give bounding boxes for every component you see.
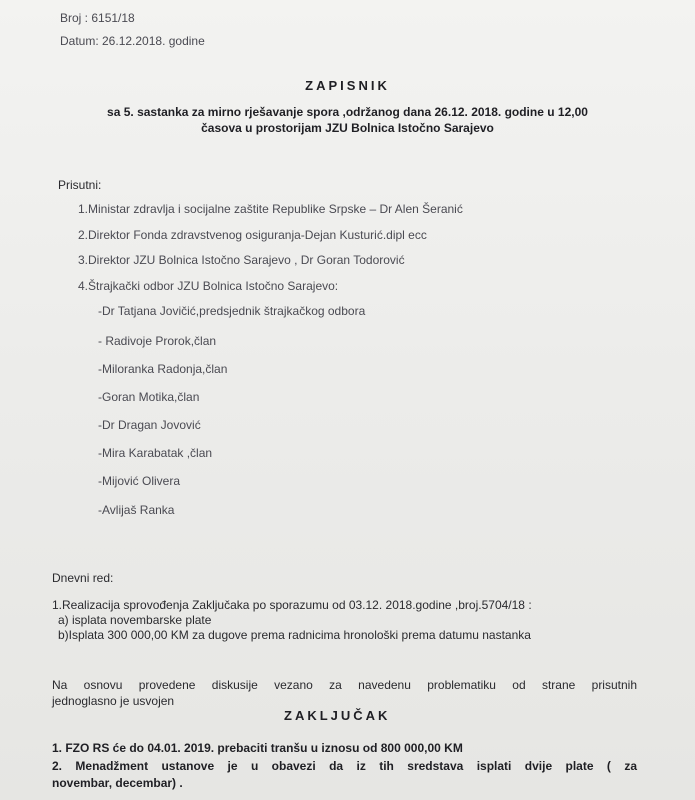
agenda-sub-a: a) isplata novembarske plate xyxy=(58,613,212,627)
subtitle-line-2: časova u prostorijam JZU Bolnica Istočno Sarajevo xyxy=(201,121,494,135)
agenda-item-1: 1.Realizacija sprovođenja Zaključaka po sporazumu od 03.12. 2018.godine ,broj.5704/18 : xyxy=(52,598,532,612)
committee-member: -Avlijaš Ranka xyxy=(98,503,175,517)
conclusion-item-1: 1. FZO RS će do 04.01. 2019. prebaciti tranšu u iznosu od 800 000,00 KM xyxy=(52,741,463,755)
committee-member: -Miloranka Radonja,član xyxy=(98,362,228,376)
attendee-item: 4.Štrajkački odbor JZU Bolnica Istočno Sarajevo: xyxy=(78,279,339,293)
agenda-heading: Dnevni red: xyxy=(52,571,114,585)
conclusion-heading: ZAKLJUČAK xyxy=(284,708,391,723)
document-date: Datum: 26.12.2018. godine xyxy=(60,34,205,48)
document-title: ZAPISNIK xyxy=(305,78,390,93)
attendees-heading: Prisutni: xyxy=(58,178,102,192)
conclusion-item-2-line-2: novembar, decembar) . xyxy=(52,776,183,790)
document-number: Broj : 6151/18 xyxy=(60,11,135,25)
attendee-item: 1.Ministar zdravlja i socijalne zaštite Republike Srpske – Dr Alen Šeranić xyxy=(78,202,463,216)
attendee-item: 2.Direktor Fonda zdravstvenog osiguranja-Dejan Kusturić.dipl ecc xyxy=(78,228,427,242)
discussion-line-2: jednoglasno je usvojen xyxy=(52,694,175,708)
agenda-sub-b: b)Isplata 300 000,00 KM za dugove prema radnicima hronološki prema datumu nastanka xyxy=(58,628,531,642)
attendee-item: 3.Direktor JZU Bolnica Istočno Sarajevo , Dr Goran Todorović xyxy=(78,253,405,267)
subtitle-line-1: sa 5. sastanka za mirno rješavanje spora ,održanog dana 26.12. 2018. godine u 12,00 xyxy=(107,105,588,119)
committee-member: -Mira Karabatak ,član xyxy=(98,446,213,460)
committee-member: -Dr Tatjana Jovičić,predsjednik štrajkačkog odbora xyxy=(98,304,366,318)
committee-member: -Goran Motika,član xyxy=(98,390,200,404)
discussion-line-1: Na osnovu provedene diskusije vezano za navedenu problematiku od strane prisutnih xyxy=(52,678,637,692)
committee-member: - Radivoje Prorok,član xyxy=(98,334,217,348)
committee-member: -Dr Dragan Jovović xyxy=(98,418,201,432)
committee-member: -Mijović Olivera xyxy=(98,474,181,488)
conclusion-item-2-line-1: 2. Menadžment ustanove je u obavezi da iz tih sredstava isplati dvije plate ( za xyxy=(52,759,637,773)
